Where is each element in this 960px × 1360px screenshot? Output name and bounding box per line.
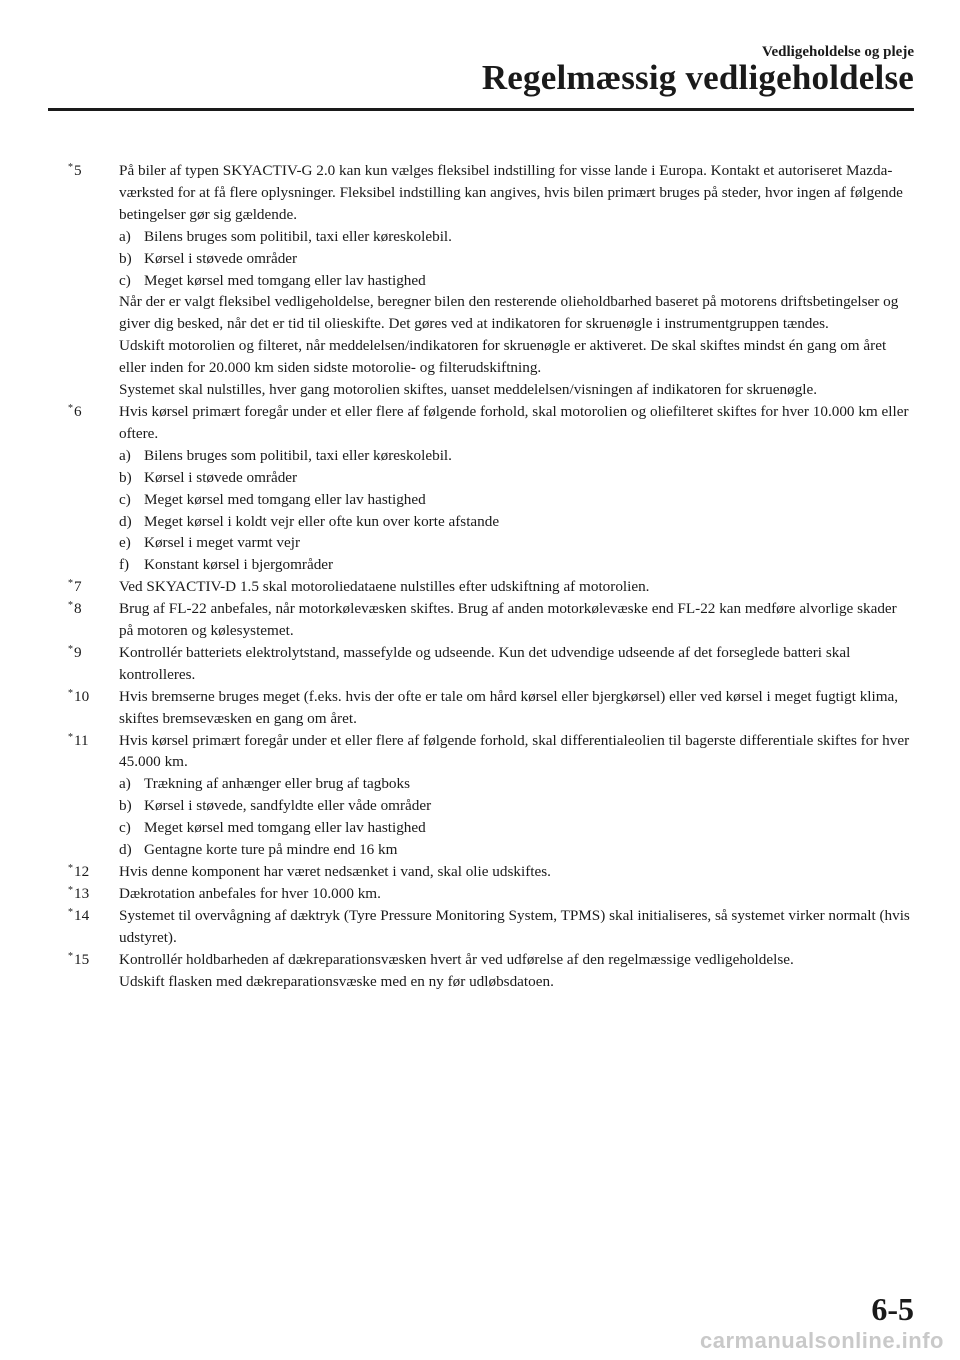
footnote-item <box>68 686 914 730</box>
footnote-item <box>68 949 914 993</box>
condition-text: Kørsel i støvede områder <box>144 468 298 486</box>
condition-letter: d) <box>119 512 132 530</box>
footnote-text: Dækrotation anbefales for hver 10.000 km. <box>119 884 381 902</box>
condition-letter: f) <box>119 556 130 574</box>
footnote-text: På biler af typen SKYACTIV-G 2.0 kan kun vælges fleksibel indstilling for visse lande i Europa. Kontakt et autoriseret Mazda-værksted for at få flere oplysninger. Fleksibel indstilling kan angives, hvis bilen primært bruges på steder, hvor ingen af følgende betingelser gør sig gældende. <box>119 162 903 223</box>
footnote-item <box>68 642 914 686</box>
footnote-number: 11 <box>74 731 89 749</box>
condition-letter: b) <box>119 249 132 267</box>
footnote-number: 12 <box>74 863 90 880</box>
header-section-label: Vedligeholdelse og pleje <box>762 44 914 60</box>
footnote-item <box>68 401 914 576</box>
footnote-item <box>68 730 914 861</box>
footnote-number: 15 <box>74 950 90 968</box>
footnote-number: 6 <box>74 402 82 420</box>
condition-item <box>119 248 914 270</box>
footnote-text: Hvis kørsel primært foregår under et eller flere af følgende forhold, skal differentialeolien til bagerste differentiale skiftes for hver 45.000 km. <box>119 731 910 771</box>
condition-letter: a) <box>119 227 131 245</box>
footnote-item <box>68 905 914 949</box>
condition-text: Bilens bruges som politibil, taxi eller køreskolebil. <box>144 446 452 464</box>
footnote-text: Når der er valgt fleksibel vedligeholdelse, beregner bilen den resterende olieholdbarhed baseret på motorens driftsbetingelser og giver dig besked, når det er tid til olieskifte. Det gøres ved at indikatoren for skruenøgle i instrumentgruppen tændes. <box>119 293 899 333</box>
condition-letter: b) <box>119 468 132 486</box>
condition-letter: c) <box>119 490 131 508</box>
footnote-number: 13 <box>74 884 90 902</box>
footnote-star: * <box>68 162 73 173</box>
footnote-star: * <box>68 600 73 612</box>
footnote-text: Systemet til overvågning af dæktryk (Tyre Pressure Monitoring System, TPMS) skal initialiseres, så systemet virker normalt (hvis udstyret). <box>119 906 910 946</box>
footnote-text: Systemet skal nulstilles, hver gang motorolien skiftes, uanset meddelelsen/visningen af indikatoren for skruenøgle. <box>119 381 818 399</box>
condition-item <box>119 773 914 795</box>
condition-item <box>119 511 914 533</box>
condition-item <box>119 445 914 467</box>
footnote-text: Brug af FL-22 anbefales, når motorkølevæsken skiftes. Brug af anden motorkølevæske end FL-22 kan medføre alvorlige skader på motoren og kølesystemet. <box>119 600 897 640</box>
footnote-item <box>68 861 914 883</box>
footnote-item <box>68 598 914 642</box>
footnote-marker <box>68 642 82 664</box>
condition-text: Konstant kørsel i bjergområder <box>144 556 334 574</box>
footnote-marker <box>68 576 82 598</box>
condition-text: Kørsel i meget varmt vejr <box>144 534 301 552</box>
condition-text: Meget kørsel med tomgang eller lav hastighed <box>144 271 426 289</box>
footnote-number: 7 <box>74 578 82 596</box>
footnote-text: Kontrollér holdbarheden af dækreparationsvæsken hvert år ved udførelse af den regelmæssige vedligeholdelse. <box>119 950 794 968</box>
condition-item <box>119 270 914 292</box>
footnote-text: Ved SKYACTIV-D 1.5 skal motoroliedataene nulstilles efter udskiftning af motorolien. <box>119 578 650 596</box>
condition-item <box>119 817 914 839</box>
condition-text: Kørsel i støvede, sandfyldte eller våde områder <box>144 797 432 815</box>
condition-text: Gentagne korte ture på mindre end 16 km <box>144 841 398 859</box>
footnote-item <box>68 576 914 598</box>
footnote-star: * <box>68 578 73 590</box>
footnote-number: 10 <box>74 687 90 705</box>
footnote-star: * <box>68 950 73 962</box>
condition-item <box>119 554 914 576</box>
footnote-marker <box>68 401 82 423</box>
notes-list <box>68 160 914 992</box>
condition-letter: d) <box>119 841 132 859</box>
condition-letter: c) <box>119 819 131 837</box>
footnote-marker <box>68 949 89 971</box>
footnote-star: * <box>68 643 73 655</box>
footnote-star: * <box>68 884 73 896</box>
condition-text: Trækning af anhænger eller brug af tagboks <box>144 775 411 793</box>
condition-letter: a) <box>119 775 131 793</box>
condition-item <box>119 489 914 511</box>
footnote-number: 14 <box>74 906 90 924</box>
footnote-marker <box>68 883 89 905</box>
footnote-text: Kontrollér batteriets elektrolytstand, massefylde og udseende. Kun det udvendige udseende af det forseglede batteri skal kontrolleres. <box>119 643 851 683</box>
page-title: Regelmæssig vedligeholdelse <box>481 58 914 97</box>
condition-text: Meget kørsel med tomgang eller lav hastighed <box>144 819 426 837</box>
footnote-star: * <box>68 731 73 743</box>
condition-item <box>119 226 914 248</box>
footnote-text: Hvis kørsel primært foregår under et eller flere af følgende forhold, skal motorolien og oliefilteret skiftes for hver 10.000 km eller oftere. <box>119 402 909 442</box>
footnote-text: Udskift flasken med dækreparationsvæske med en ny før udløbsdatoen. <box>119 972 554 990</box>
condition-item <box>119 795 914 817</box>
footnote-number: 9 <box>74 643 82 661</box>
footnote-number: 5 <box>74 162 82 179</box>
condition-letter: e) <box>119 534 131 552</box>
condition-item <box>119 532 914 554</box>
header-divider <box>48 108 914 111</box>
footnote-text: Hvis denne komponent har været nedsænket i vand, skal olie udskiftes. <box>119 863 551 880</box>
footnote-star: * <box>68 863 73 874</box>
condition-text: Kørsel i støvede områder <box>144 249 298 267</box>
footnote-marker <box>68 598 82 620</box>
footnote-marker <box>68 730 89 752</box>
condition-letter: b) <box>119 797 132 815</box>
footnote-number: 8 <box>74 600 82 618</box>
footnote-marker <box>68 905 89 927</box>
condition-item <box>119 839 914 861</box>
condition-text: Meget kørsel i koldt vejr eller ofte kun over korte afstande <box>144 512 500 530</box>
footnote-marker <box>68 160 82 182</box>
footnote-marker <box>68 686 89 708</box>
condition-text: Meget kørsel med tomgang eller lav hastighed <box>144 490 426 508</box>
condition-item <box>119 467 914 489</box>
watermark: carmanualsonline.info <box>700 1328 944 1353</box>
footnote-star: * <box>68 687 73 699</box>
footnote-star: * <box>68 906 73 918</box>
page-number: 6-5 <box>871 1291 914 1327</box>
footnote-marker <box>68 861 89 883</box>
footnote-star: * <box>68 402 73 414</box>
condition-text: Bilens bruges som politibil, taxi eller køreskolebil. <box>144 227 452 245</box>
footnote-text: Hvis bremserne bruges meget (f.eks. hvis der ofte er tale om hård kørsel eller bjergkørsel) eller ved kørsel i meget fugtigt klima, skiftes bremsevæsken en gang om året. <box>119 687 899 727</box>
condition-letter: c) <box>119 271 131 289</box>
footnote-text: Udskift motorolien og filteret, når meddelelsen/indikatoren for skruenøgle er aktiveret. De skal skiftes mindst én gang om året eller inden for 20.000 km siden sidste motorolie- og filterudskiftning. <box>119 337 887 377</box>
footnote-item <box>68 160 914 401</box>
footnote-item <box>68 883 914 905</box>
condition-letter: a) <box>119 446 131 464</box>
